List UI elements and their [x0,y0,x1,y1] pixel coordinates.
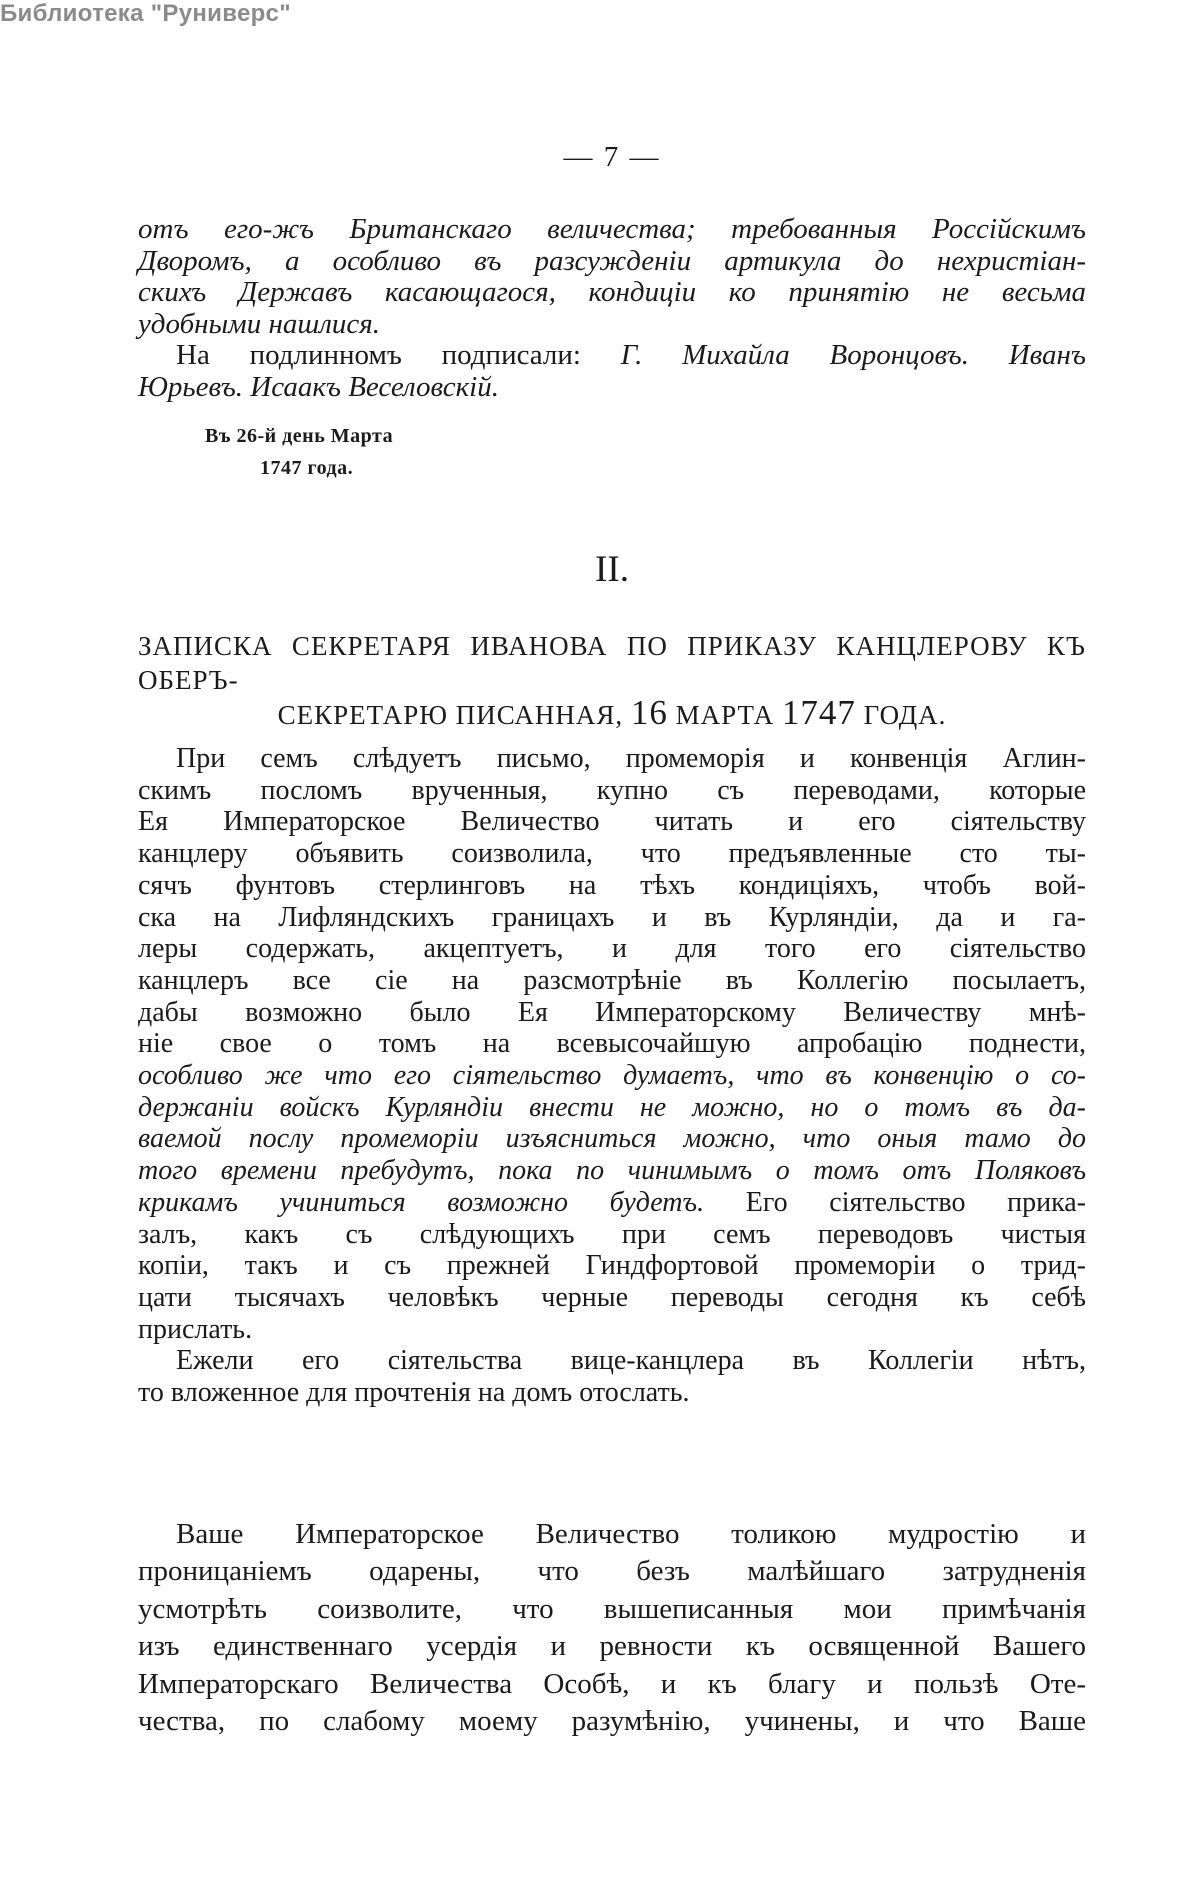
text-segment: МАРТА [667,700,782,730]
text-segment: прислать. [138,1313,253,1345]
text-segment: 16 [630,693,668,732]
text-segment: ГОДА. [855,700,947,730]
text-segment: то вложенное для прочтенія на домъ отослать. [138,1376,690,1408]
text-line [138,1187,1086,1219]
text-segment: леры содержать, акцептуетъ, и для того его сіятельство [138,933,1086,965]
text-line [138,870,1086,902]
italic-text-segment: держаніи войскъ Курляндіи внести не можно, но о томъ въ да- [138,1091,1086,1123]
text-segment: Дворомъ, а особливо въ разсужденіи артикула до нехристіан- [138,244,1086,277]
text-segment: Императорскаго Величества Особѣ, и къ благу и пользѣ Оте- [138,1667,1086,1700]
text-line [138,965,1086,997]
text-line [138,214,1086,246]
text-line [138,1628,1086,1665]
text-line [138,806,1086,838]
text-line [138,902,1086,934]
text-line [138,309,1086,341]
italic-text-segment: крикамъ учиниться возможно будетъ. [138,1186,746,1218]
text-segment: Его сіятельство прика- [745,1186,1086,1218]
italic-text-segment: особливо же что его сіятельство думаетъ, что въ конвенцію о со- [138,1060,1086,1092]
text-segment: На подлинномъ подписали: [176,339,621,371]
text-line [138,1377,1086,1409]
text-line [138,1703,1086,1740]
italic-text-segment: ваемой послу промеморіи изъясниться можно, что оныя тамо до [138,1123,1086,1155]
text-segment: чества, по слабому моему разумѣнію, учинены, и что Ваше [138,1705,1086,1738]
text-line [138,1516,1086,1553]
text-line [138,997,1086,1029]
text-line [138,1250,1086,1282]
text-segment: усмотрѣть соизволите, что вышеписанныя мои примѣчанія [138,1592,1086,1625]
date-line-2: 1747 года. [260,457,354,479]
page-number: — 7 — [563,141,661,173]
text-segment: проницаніемъ одарены, что безъ малѣйшаго затрудненія [138,1555,1086,1588]
text-line [138,340,1086,372]
text-line [138,1028,1086,1060]
text-segment: 1747 [781,693,856,732]
document-title-line-2 [138,692,1086,736]
text-segment: залъ, какъ съ слѣдующихъ при семъ переводовъ чистыя [138,1218,1086,1250]
text-line [138,743,1086,775]
text-line [138,277,1086,309]
italic-text-segment: Г. Михайла Воронцовъ. Иванъ [620,339,1086,371]
text-segment: Ваше Императорское Величество толикою мудростію и [176,1518,1086,1550]
text-line [138,692,1086,736]
continuation-paragraph [138,214,1086,340]
text-line [138,246,1086,278]
closing-paragraph [138,1516,1086,1740]
text-line [138,372,1086,404]
text-segment: СЕКРЕТАРЮ ПИСАННАЯ, [277,700,631,730]
text-segment: канцлеру объявить соизволила, что предъявленные сто ты- [138,838,1086,870]
text-line [138,1666,1086,1703]
text-line [138,838,1086,870]
body-paragraph-2 [138,1345,1086,1408]
text-segment: сячъ фунтовъ стерлинговъ на тѣхъ кондиціяхъ, чтобъ вой- [138,869,1086,901]
document-title-line-1 [138,629,1086,697]
signature-paragraph [138,340,1086,403]
text-line [138,1219,1086,1251]
library-watermark: Библиотека "Руниверс" [0,0,291,27]
text-line [138,1060,1086,1092]
text-segment: При семъ слѣдуетъ письмо, промеморія и конвенція Аглин- [176,743,1086,774]
text-segment: копіи, такъ и съ прежней Гиндфортовой промеморіи о трид- [138,1250,1086,1282]
text-segment: дабы возможно было Ея Императорскому Величеству мнѣ- [138,996,1086,1028]
text-line [138,1591,1086,1628]
title-text-line: ЗАПИСКА СЕКРЕТАРЯ ИВАНОВА ПО ПРИКАЗУ КАНЦЛЕРОВУ КЪ ОБЕРЪ- [138,631,1086,695]
text-segment: скимъ посломъ врученныя, купно съ переводами, которые [138,774,1086,806]
text-line [138,775,1086,807]
date-line-1: Въ 26-й день Марта [205,425,394,447]
section-number: II. [595,549,629,590]
text-segment: скихъ Державъ касающагося, кондиціи ко принятію не весьма [138,276,1086,309]
italic-text-segment: того времени пребудутъ, пока по чинимымъ о томъ отъ Поляковъ [138,1155,1086,1187]
text-line [138,933,1086,965]
text-segment: Ея Императорское Величество читать и его сіятельству [138,806,1086,838]
text-segment: отъ его-жъ Британскаго величества; требованныя Россійскимъ [138,213,1086,245]
text-segment: цати тысячахъ человѣкъ черные переводы сегодня къ себѣ [138,1281,1086,1313]
text-line [138,1314,1086,1346]
text-segment: ніе свое о томъ на всевысочайшую апробацію поднести, [138,1028,1086,1060]
text-line [138,1092,1086,1124]
text-line [138,1282,1086,1314]
italic-text-segment: Юрьевъ. Исаакъ Веселовскій. [138,370,499,403]
text-segment: изъ единственнаго усердія и ревности къ освященной Вашего [138,1630,1086,1663]
text-line [138,1553,1086,1590]
text-segment: удобными нашлися. [138,307,380,340]
text-line [138,1123,1086,1155]
body-paragraph-1 [138,743,1086,1345]
text-line [138,1345,1086,1377]
text-segment: канцлеръ все сіе на разсмотрѣніе въ Коллегію посылаетъ, [138,964,1086,996]
text-line [138,1155,1086,1187]
text-segment: Ежели его сіятельства вице-канцлера въ Коллегіи нѣтъ, [176,1345,1086,1376]
date-block [205,420,393,484]
text-segment: ска на Лифляндскихъ границахъ и въ Курляндіи, да и га- [138,901,1086,933]
